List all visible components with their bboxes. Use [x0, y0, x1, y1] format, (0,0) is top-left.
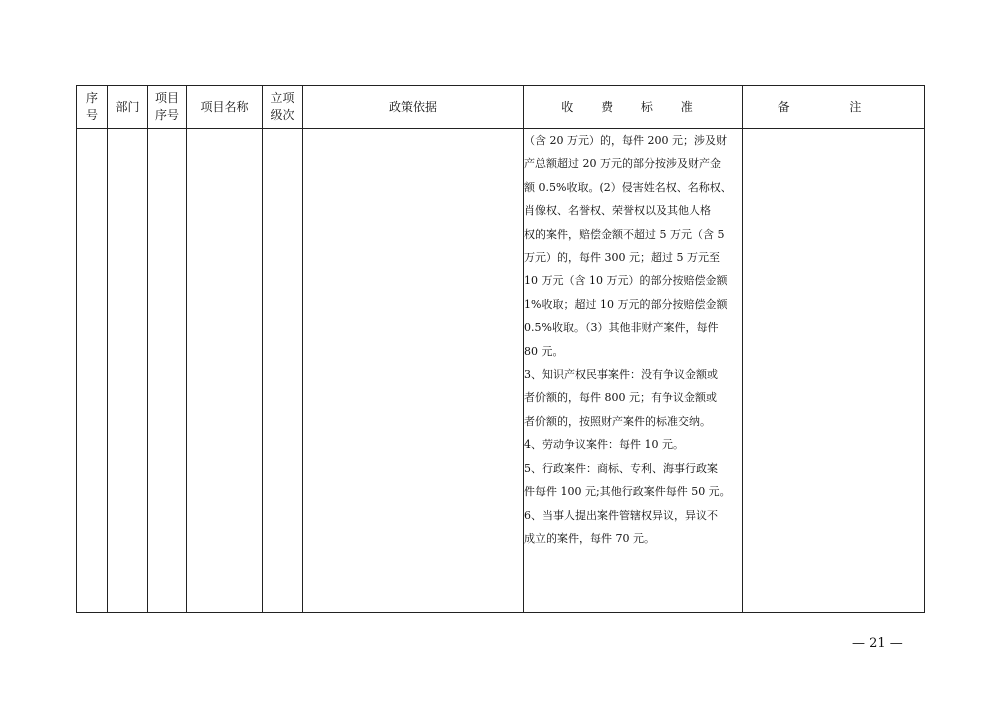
cell-standard — [524, 129, 743, 613]
header-standard-label: 收 费 标 准 — [561, 99, 705, 114]
fee-table — [76, 85, 925, 613]
standard-line: 件每件 100 元;其他行政案件每件 50 元。 — [524, 485, 731, 499]
standard-line: 成立的案件，每件 70 元。 — [524, 531, 655, 545]
header-level — [263, 86, 303, 129]
header-remarks-label: 备 注 — [777, 99, 890, 114]
standard-line: 万元）的，每件 300 元；超过 5 万元至 — [524, 251, 720, 265]
standard-line: 0.5%收取。（3）其他非财产案件，每件 — [524, 321, 719, 335]
cell-level — [263, 129, 303, 613]
page-number: — 21 — — [852, 636, 903, 651]
header-policy — [303, 86, 524, 129]
cell-seq — [77, 129, 108, 613]
cell-policy — [303, 129, 524, 613]
standard-line: 产总额超过 20 万元的部分按涉及财产金 — [524, 157, 721, 171]
header-item-seq — [148, 86, 187, 129]
standard-line: 5、行政案件：商标、专利、海事行政案 — [524, 461, 718, 475]
standard-line: 1%收取；超过 10 万元的部分按赔偿金额 — [524, 297, 728, 311]
cell-remarks — [743, 129, 925, 613]
standard-line: 者价额的，每件 800 元；有争议金额或 — [524, 391, 717, 405]
standard-line: 肖像权、名誉权、荣誉权以及其他人格 — [524, 204, 711, 218]
table-row — [77, 129, 925, 613]
cell-department — [108, 129, 148, 613]
header-seq-label: 序 号 — [85, 91, 98, 122]
cell-item-seq — [148, 129, 187, 613]
standard-line: 6、当事人提出案件管辖权异议，异议不 — [524, 508, 718, 522]
header-department — [108, 86, 148, 129]
standard-line: 者价额的，按照财产案件的标准交纳。 — [524, 414, 711, 428]
header-department-label: 部门 — [115, 99, 140, 114]
standard-line: （含 20 万元）的，每件 200 元；涉及财 — [524, 134, 727, 147]
header-policy-label: 政策依据 — [388, 99, 437, 114]
standard-line: 3、知识产权民事案件：没有争议金额或 — [524, 368, 718, 382]
standard-line: 4、劳动争议案件：每件 10 元。 — [524, 438, 684, 452]
standard-line: 80 元。 — [524, 344, 564, 358]
standard-line: 额 0.5%收取。(2）侵害姓名权、名称权、 — [524, 180, 732, 194]
header-item-name-label: 项目名称 — [200, 99, 249, 114]
header-row — [77, 86, 925, 129]
header-item-name — [187, 86, 263, 129]
header-item-seq-label: 项目 序号 — [154, 91, 179, 122]
cell-item-name — [187, 129, 263, 613]
header-seq — [77, 86, 108, 129]
header-level-label: 立项 级次 — [270, 91, 295, 122]
header-remarks — [743, 86, 925, 129]
header-standard — [524, 86, 743, 129]
standard-line: 权的案件，赔偿金额不超过 5 万元（含 5 — [524, 227, 725, 241]
standard-line: 10 万元（含 10 万元）的部分按赔偿金额 — [524, 274, 728, 288]
